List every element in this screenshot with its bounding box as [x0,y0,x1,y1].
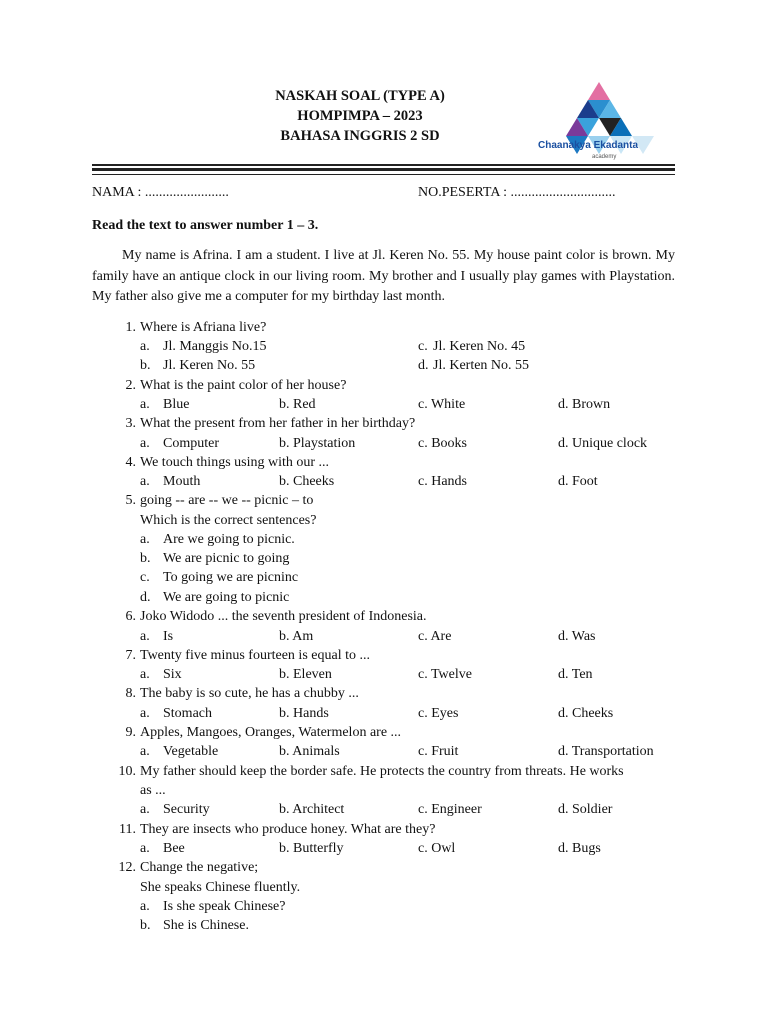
option-text: Security [163,802,210,817]
option-text: c. Are [418,629,452,644]
reading-passage: My name is Afrina. I am a student. I live at Jl. Keren No. 55. My house paint color is brown. My family have an antique clock in our living room. My brother and I usually play games with Playstation. My father also give me a computer for my birthday last month. [92,248,675,304]
question-text: Change the negative; [140,860,259,875]
option-text: Jl. Keren No. 45 [433,339,526,354]
option-row [0,337,768,357]
exam-event: HOMPIMPA – 2023 [297,108,423,124]
option-letter: a. [140,339,150,354]
participant-number-field: NO.PESERTA : .............................. [418,185,616,200]
option-letter: d. [140,590,151,605]
question [0,318,768,338]
option-text: b. Cheeks [279,474,335,489]
question [0,820,768,840]
option-text: c. Engineer [418,802,482,817]
option-text: d. Ten [558,667,593,682]
option-text: d. Unique clock [558,436,648,451]
option-row [0,530,768,550]
question-number: 1. [125,320,136,335]
option-letter: a. [140,629,150,644]
option-text: d. Brown [558,397,611,412]
name-field: NAMA : ........................ [92,185,229,200]
question [0,858,768,878]
question-number: 2. [125,378,136,393]
option-row [0,568,768,588]
option-text: Six [163,667,182,682]
question-text: My father should keep the border safe. He protects the country from threats. He works [140,764,624,779]
question [0,414,768,434]
question [0,491,768,511]
option-text: d. Bugs [558,841,601,856]
option-letter: b. [140,358,151,373]
option-text: She is Chinese. [163,918,249,933]
option-text: c. Eyes [418,706,459,721]
question-number: 3. [125,416,136,431]
option-text: c. Fruit [418,744,459,759]
option-text: b. Architect [279,802,345,817]
option-letter: c. [140,570,150,585]
option-row [0,800,768,820]
option-text: Vegetable [163,744,219,759]
option-text: Computer [163,436,219,451]
triangle-logo-icon [534,80,664,160]
option-text: Bee [163,841,185,856]
option-row [0,897,768,917]
option-letter: a. [140,474,150,489]
option-text: Is she speak Chinese? [163,899,286,914]
option-text: d. Was [558,629,596,644]
question [0,723,768,743]
question [0,376,768,396]
question-text: Where is Afriana live? [140,320,267,335]
question-subtext-row [0,511,768,531]
section-heading: Read the text to answer number 1 – 3. [92,218,319,233]
option-row [0,627,768,647]
option-text: b. Am [279,629,314,644]
option-text: b. Animals [279,744,340,759]
question-subtext: Which is the correct sentences? [140,513,317,528]
option-text: b. Playstation [279,436,356,451]
option-row [0,549,768,569]
option-text: d. Transportation [558,744,654,759]
question-number: 9. [125,725,136,740]
academy-logo [534,80,664,160]
question-text: What is the paint color of her house? [140,378,347,393]
header-rule-top [92,164,675,166]
question-text: Twenty five minus fourteen is equal to ... [140,648,370,663]
option-row [0,704,768,724]
option-letter: a. [140,841,150,856]
option-text: d. Soldier [558,802,613,817]
option-text: We are picnic to going [163,551,290,566]
question-number: 7. [125,648,136,663]
option-text: Mouth [163,474,201,489]
question [0,646,768,666]
option-text: c. Hands [418,474,467,489]
option-letter: a. [140,436,150,451]
question-number: 4. [125,455,136,470]
option-row [0,434,768,454]
question-text: They are insects who produce honey. What are they? [140,822,436,837]
question-subtext-row [0,878,768,898]
question-number: 12. [118,860,136,875]
option-letter: a. [140,744,150,759]
question [0,684,768,704]
option-text: Blue [163,397,190,412]
option-row [0,916,768,936]
option-letter: a. [140,899,150,914]
question-number: 6. [125,609,136,624]
option-row [0,665,768,685]
option-text: d. Cheeks [558,706,614,721]
option-text: Are we going to picnic. [163,532,295,547]
option-text: d. Foot [558,474,598,489]
logo-subtext: academy [592,154,617,160]
option-row [0,472,768,492]
question-text: We touch things using with our ... [140,455,330,470]
option-text: Jl. Manggis No.15 [163,339,267,354]
option-text: c. Twelve [418,667,472,682]
question [0,607,768,627]
question-text: Apples, Mangoes, Oranges, Watermelon are ... [140,725,402,740]
question-number: 8. [125,686,136,701]
option-text: Jl. Keren No. 55 [163,358,256,373]
option-text: c. Owl [418,841,456,856]
option-text: b. Red [279,397,316,412]
question-text: going -- are -- we -- picnic – to [140,493,314,508]
option-row [0,839,768,859]
question-subtext: She speaks Chinese fluently. [140,880,301,895]
question [0,453,768,473]
exam-subject: BAHASA INGGRIS 2 SD [280,128,440,144]
option-letter: a. [140,667,150,682]
option-text: c. [418,339,428,354]
question-number: 5. [125,493,136,508]
option-text: We are going to picnic [163,590,290,605]
option-letter: a. [140,706,150,721]
option-row [0,588,768,608]
question-subtext-row [0,781,768,801]
option-text: c. White [418,397,466,412]
logo-wordmark: Chaanakya Ekadanta [538,140,639,151]
option-letter: a. [140,397,150,412]
exam-title: NASKAH SOAL (TYPE A) [275,88,445,104]
option-row [0,356,768,376]
question-text: Joko Widodo ... the seventh president of Indonesia. [140,609,427,624]
question-subtext: as ... [140,783,166,798]
option-text: To going we are picninc [163,570,299,585]
question-text: The baby is so cute, he has a chubby ... [140,686,359,701]
option-text: b. Eleven [279,667,332,682]
option-text: Jl. Kerten No. 55 [433,358,530,373]
option-text: b. Hands [279,706,329,721]
option-row [0,742,768,762]
option-row [0,395,768,415]
question-number: 10. [118,764,136,779]
header-rule-bottom [92,174,675,176]
option-text: c. Books [418,436,467,451]
option-letter: b. [140,551,151,566]
option-text: Stomach [163,706,212,721]
question [0,762,768,782]
question-text: What the present from her father in her birthday? [140,416,416,431]
header-rule-middle [92,168,675,171]
option-letter: b. [140,918,151,933]
option-text: Is [163,629,174,644]
option-text: b. Butterfly [279,841,344,856]
option-letter: a. [140,532,150,547]
question-number: 11. [119,822,136,837]
option-text: d. [418,358,429,373]
option-letter: a. [140,802,150,817]
